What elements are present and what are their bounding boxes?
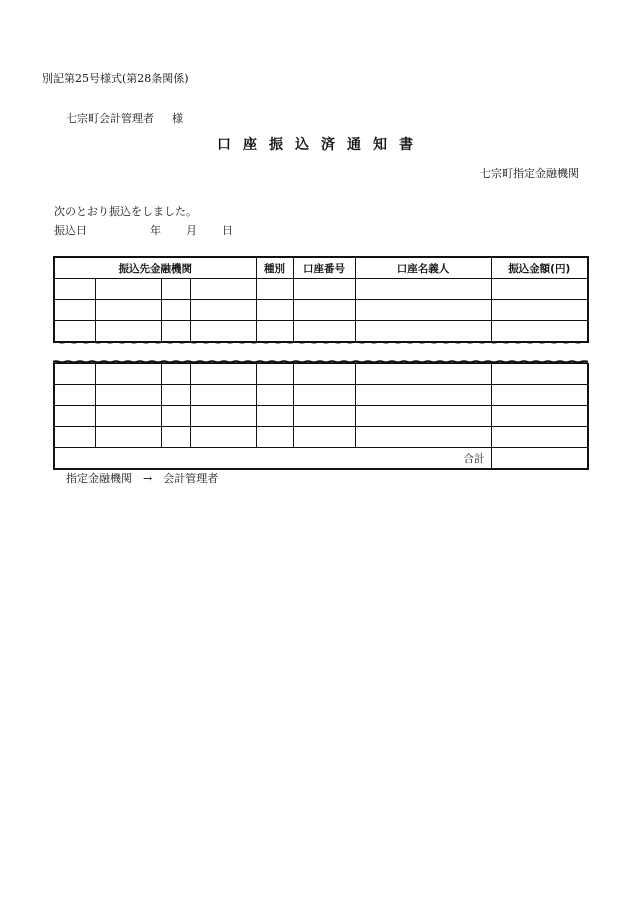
table-row <box>54 427 588 448</box>
table-cell[interactable] <box>256 364 293 385</box>
table-cell[interactable] <box>161 406 190 427</box>
total-label: 合計 <box>54 448 491 470</box>
table-cell[interactable] <box>293 321 355 343</box>
table-cell[interactable] <box>355 385 491 406</box>
table-cell[interactable] <box>95 385 161 406</box>
table-cell[interactable] <box>491 300 588 321</box>
transfer-date-label: 振込日 <box>54 224 87 237</box>
table-cell[interactable] <box>256 321 293 343</box>
table-cell[interactable] <box>256 300 293 321</box>
table-cell[interactable] <box>256 279 293 300</box>
table-cell[interactable] <box>95 427 161 448</box>
table-break-marker <box>53 341 588 363</box>
total-amount-cell[interactable] <box>491 448 588 470</box>
table-row <box>54 406 588 427</box>
table-cell[interactable] <box>293 279 355 300</box>
table-cell[interactable] <box>161 364 190 385</box>
table-cell[interactable] <box>190 279 256 300</box>
table-cell[interactable] <box>190 300 256 321</box>
date-year-label: 年 <box>150 224 161 237</box>
table-cell[interactable] <box>95 300 161 321</box>
table-cell[interactable] <box>355 300 491 321</box>
table-header-row <box>54 257 588 279</box>
transfer-table-top <box>53 256 589 343</box>
header-type: 種別 <box>256 257 293 279</box>
table-cell[interactable] <box>190 321 256 343</box>
sender: 七宗町指定金融機関 <box>480 167 579 180</box>
table-row <box>54 364 588 385</box>
table-row <box>54 279 588 300</box>
table-cell[interactable] <box>491 406 588 427</box>
table-cell[interactable] <box>190 385 256 406</box>
table-cell[interactable] <box>54 385 95 406</box>
table-cell[interactable] <box>54 406 95 427</box>
recipient: 七宗町会計管理者 <box>66 112 154 125</box>
table-cell[interactable] <box>95 279 161 300</box>
table-cell[interactable] <box>54 300 95 321</box>
form-reference: 別記第25号様式(第28条関係) <box>42 72 189 85</box>
table-cell[interactable] <box>355 427 491 448</box>
table-cell[interactable] <box>293 300 355 321</box>
table-cell[interactable] <box>491 427 588 448</box>
table-cell[interactable] <box>256 385 293 406</box>
table-cell[interactable] <box>190 406 256 427</box>
table-cell[interactable] <box>355 321 491 343</box>
table-cell[interactable] <box>54 321 95 343</box>
table-cell[interactable] <box>491 321 588 343</box>
table-cell[interactable] <box>95 321 161 343</box>
table-cell[interactable] <box>190 364 256 385</box>
date-day-label: 日 <box>222 224 233 237</box>
table-cell[interactable] <box>293 364 355 385</box>
table-cell[interactable] <box>161 300 190 321</box>
table-cell[interactable] <box>95 364 161 385</box>
table-cell[interactable] <box>54 427 95 448</box>
header-bank: 振込先金融機関 <box>54 257 256 279</box>
routing-note: 指定金融機関 → 会計管理者 <box>66 472 219 485</box>
table-cell[interactable] <box>355 406 491 427</box>
table-cell[interactable] <box>95 406 161 427</box>
table-cell[interactable] <box>293 406 355 427</box>
table-cell[interactable] <box>293 427 355 448</box>
table-cell[interactable] <box>355 279 491 300</box>
table-row <box>54 300 588 321</box>
header-account-holder: 口座名義人 <box>355 257 491 279</box>
total-row <box>54 448 588 470</box>
header-account-number: 口座番号 <box>293 257 355 279</box>
table-cell[interactable] <box>293 385 355 406</box>
date-month-label: 月 <box>186 224 197 237</box>
table-cell[interactable] <box>256 427 293 448</box>
table-row <box>54 321 588 343</box>
table-cell[interactable] <box>161 279 190 300</box>
table-cell[interactable] <box>161 427 190 448</box>
table-cell[interactable] <box>491 279 588 300</box>
table-cell[interactable] <box>491 385 588 406</box>
recipient-honorific: 様 <box>172 112 183 125</box>
table-cell[interactable] <box>54 364 95 385</box>
table-cell[interactable] <box>161 321 190 343</box>
statement-text: 次のとおり振込をしました。 <box>54 205 197 218</box>
header-amount: 振込金額(円) <box>491 257 588 279</box>
table-cell[interactable] <box>355 364 491 385</box>
table-cell[interactable] <box>161 385 190 406</box>
table-cell[interactable] <box>491 364 588 385</box>
table-cell[interactable] <box>190 427 256 448</box>
table-cell[interactable] <box>256 406 293 427</box>
transfer-table-bottom <box>53 363 589 470</box>
document-title: 口座振込済通知書 <box>217 137 425 153</box>
table-cell[interactable] <box>54 279 95 300</box>
table-row <box>54 385 588 406</box>
